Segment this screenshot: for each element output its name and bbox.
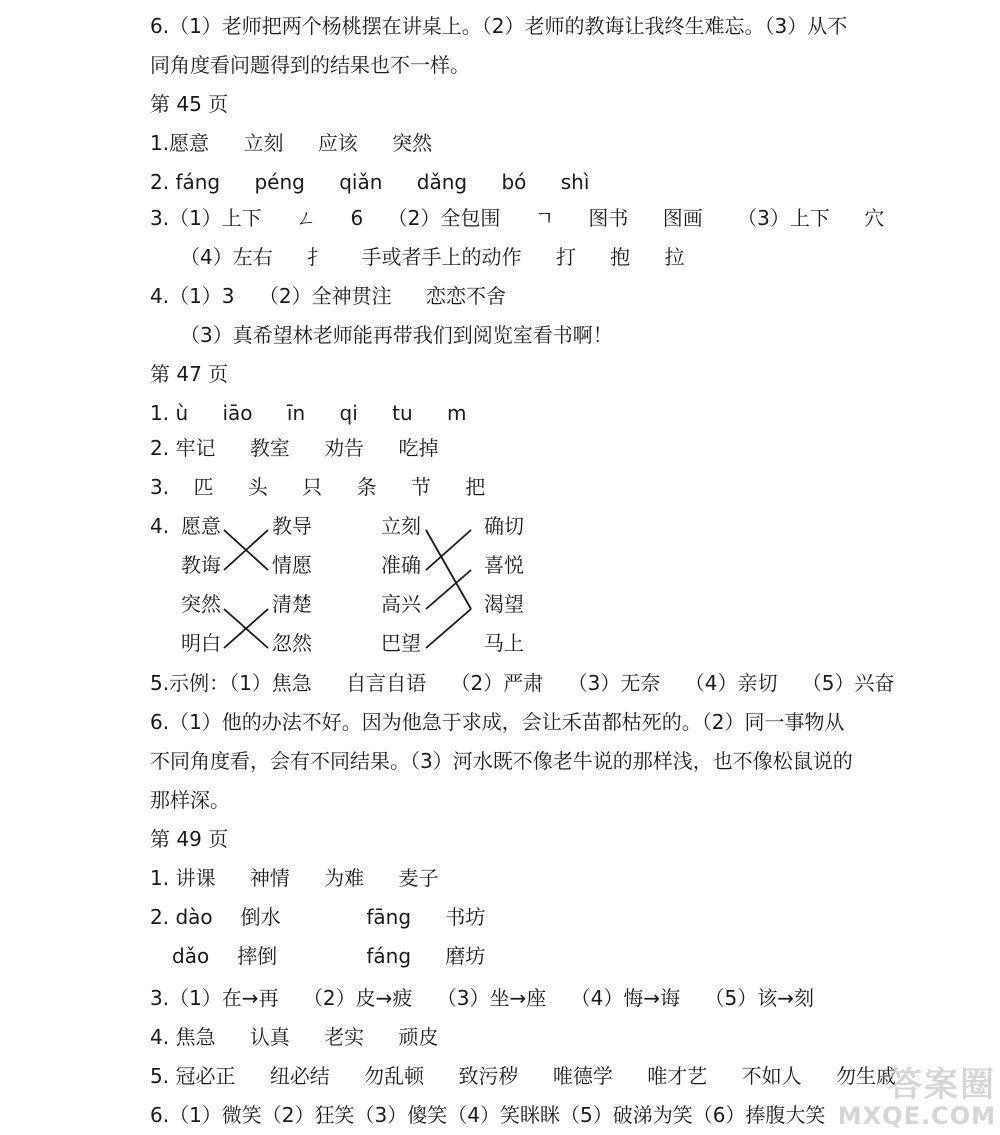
text: 5. 冠必正 (150, 1064, 236, 1088)
match-word: 教诲 (181, 553, 221, 577)
match-line (224, 530, 268, 570)
pinyin: 2. fáng (150, 170, 221, 194)
word: 应该 (317, 131, 358, 155)
text: 唯德学 (552, 1064, 613, 1088)
measure-word: 匹 (193, 475, 214, 499)
pinyin: fāng (366, 905, 412, 929)
match-word: 马上 (484, 631, 524, 655)
match-line (426, 530, 471, 609)
word: 老实 (324, 1025, 365, 1049)
radical-glyph: 穴 (864, 206, 885, 230)
match-line (426, 609, 471, 648)
watermark (838, 1067, 996, 1129)
measure-word: 只 (302, 475, 323, 499)
text: 3. (150, 475, 170, 499)
text: 致污秽 (458, 1064, 519, 1088)
p49-answer-3 (150, 984, 814, 1012)
text: （3）坐→座 (436, 986, 547, 1010)
pinyin: qi (339, 401, 358, 425)
pinyin: tu (392, 401, 413, 425)
p47-answer-6-line-1: 6.（1）他的办法不好。因为他急于求成，会让禾苗都枯死的。（2）同一事物从 (150, 710, 845, 734)
text: 勿乱顿 (364, 1064, 425, 1088)
answer-6-line-1: 6.（1）老师把两个杨桃摆在讲桌上。（2）老师的教诲让我终生难忘。（3）从不 (150, 14, 848, 38)
text: 3.（1）上下 (150, 206, 262, 230)
text: （2）严肃 (450, 671, 544, 695)
text: （4）亲切 (684, 671, 778, 695)
p49-answer-2-line-2 (172, 942, 485, 970)
word: 为难 (324, 866, 365, 890)
text: 3.（1）在→再 (150, 986, 279, 1010)
match-word: 立刻 (381, 514, 421, 538)
word: 认真 (249, 1025, 290, 1049)
pinyin: 2. dào (150, 905, 213, 929)
measure-word: 把 (465, 475, 486, 499)
page-47-heading: 第 47 页 (150, 362, 229, 386)
pinyin: bó (501, 170, 527, 194)
measure-word: 条 (356, 475, 377, 499)
match-word: 准确 (381, 553, 421, 577)
pinyin: īn (286, 401, 306, 425)
word: 突然 (392, 131, 433, 155)
match-word: 明白 (181, 631, 221, 655)
page-49-heading: 第 49 页 (150, 827, 229, 851)
text: 手或者手上的动作 (361, 245, 522, 269)
text: （2）皮→疲 (302, 986, 413, 1010)
match-line (224, 609, 268, 648)
pinyin: qiǎn (339, 170, 383, 194)
p49-answer-4 (150, 1023, 439, 1051)
word: 倒水 (240, 905, 281, 929)
text: 5.示例：（1）焦急 (150, 671, 312, 695)
pinyin: m (447, 401, 467, 425)
text: 自言自语 (346, 671, 427, 695)
pinyin: dǎo (172, 944, 210, 968)
text: 勿生戚 (835, 1064, 896, 1088)
text: （4）悔→诲 (570, 986, 681, 1010)
match-word: 清楚 (272, 592, 312, 616)
word: 磨坊 (445, 944, 486, 968)
match-word: 渴望 (484, 592, 524, 616)
word: 神情 (249, 866, 290, 890)
match-word: 忽然 (272, 631, 312, 655)
text: （3）无奈 (567, 671, 661, 695)
text: 唯才艺 (647, 1064, 708, 1088)
text: 恋恋不舍 (425, 284, 506, 308)
word: 图书 (588, 206, 629, 230)
text: （4）左右 (180, 245, 273, 269)
p45-answer-4-line-2: （3）真希望林老师能再带我们到阅览室看书啊！ (180, 323, 613, 347)
stroke-glyph: ㄥ (296, 206, 317, 230)
match-line (224, 609, 268, 648)
pinyin: dǎng (416, 170, 468, 194)
word: 立刻 (243, 131, 284, 155)
stroke-count: 6 (350, 206, 364, 230)
match-word: 确切 (484, 514, 524, 538)
p47-answer-6-line-2: 不同角度看，会有不同结果。（3）河水既不像老牛说的那样浅，也不像松鼠说的 (150, 749, 853, 773)
word: 拉 (664, 245, 685, 269)
word: 劝告 (324, 436, 365, 460)
p45-answer-2 (150, 168, 589, 196)
match-label: 4. (150, 514, 170, 538)
word: 1.愿意 (150, 131, 210, 155)
word: 1. 讲课 (150, 866, 216, 890)
p45-answer-1 (150, 129, 432, 157)
measure-word: 头 (247, 475, 268, 499)
word: 顽皮 (398, 1025, 439, 1049)
text: （5）兴奋 (801, 671, 895, 695)
pinyin: iāo (222, 401, 253, 425)
word: 抱 (610, 245, 631, 269)
match-line (426, 530, 471, 570)
pinyin: fáng (366, 944, 412, 968)
p47-answer-3 (150, 473, 485, 501)
p49-answer-6: 6.（1）微笑（2）狂笑（3）傻笑（4）笑眯眯（5）破涕为笑（6）捧腹大笑 (150, 1103, 826, 1127)
page-45-heading: 第 45 页 (150, 92, 229, 116)
text: 4.（1）3 (150, 284, 235, 308)
p49-answer-1 (150, 864, 439, 892)
word: 书坊 (445, 905, 486, 929)
word: 2. 牢记 (150, 436, 216, 460)
match-word: 高兴 (381, 592, 421, 616)
p49-answer-2-line-1 (150, 903, 485, 931)
p47-answer-5 (150, 669, 895, 697)
match-word: 巴望 (381, 631, 421, 655)
watermark-site: MXQE.COM (837, 1102, 996, 1130)
text: （2）全包围 (387, 206, 501, 230)
p47-answer-6-line-3: 那样深。 (150, 788, 230, 812)
measure-word: 节 (410, 475, 431, 499)
p47-answer-1 (150, 399, 467, 427)
match-line (426, 570, 471, 609)
watermark-logo-text: 答案圈 (888, 1065, 996, 1105)
match-word: 教导 (272, 514, 312, 538)
text: 纽必结 (269, 1064, 330, 1088)
match-word: 突然 (181, 592, 221, 616)
word: 吃掉 (398, 436, 439, 460)
word: 图画 (662, 206, 703, 230)
text: （3）上下 (737, 206, 830, 230)
pinyin: péng (254, 170, 305, 194)
p45-answer-4-line-1 (150, 282, 506, 310)
match-line (224, 530, 268, 570)
p45-answer-3-line-1 (150, 204, 884, 232)
match-word: 喜悦 (484, 553, 524, 577)
p47-answer-2 (150, 434, 439, 462)
p49-answer-5 (150, 1062, 896, 1090)
word: 摔倒 (237, 944, 278, 968)
p45-answer-3-line-2 (180, 243, 685, 271)
pinyin: shì (560, 170, 590, 194)
word: 教室 (249, 436, 290, 460)
answer-6-line-2: 同角度看问题得到的结果也不一样。 (150, 53, 470, 77)
word: 打 (555, 245, 576, 269)
radical-glyph: 扌 (307, 245, 328, 269)
text: （2）全神贯注 (258, 284, 392, 308)
word: 4. 焦急 (150, 1025, 216, 1049)
pinyin: 1. ù (150, 401, 189, 425)
radical-glyph: ㄱ (534, 206, 555, 230)
match-word: 愿意 (181, 514, 221, 538)
text: （5）该→刻 (704, 986, 814, 1010)
match-word: 情愿 (272, 553, 312, 577)
word: 麦子 (398, 866, 439, 890)
text: 不如人 (741, 1064, 802, 1088)
